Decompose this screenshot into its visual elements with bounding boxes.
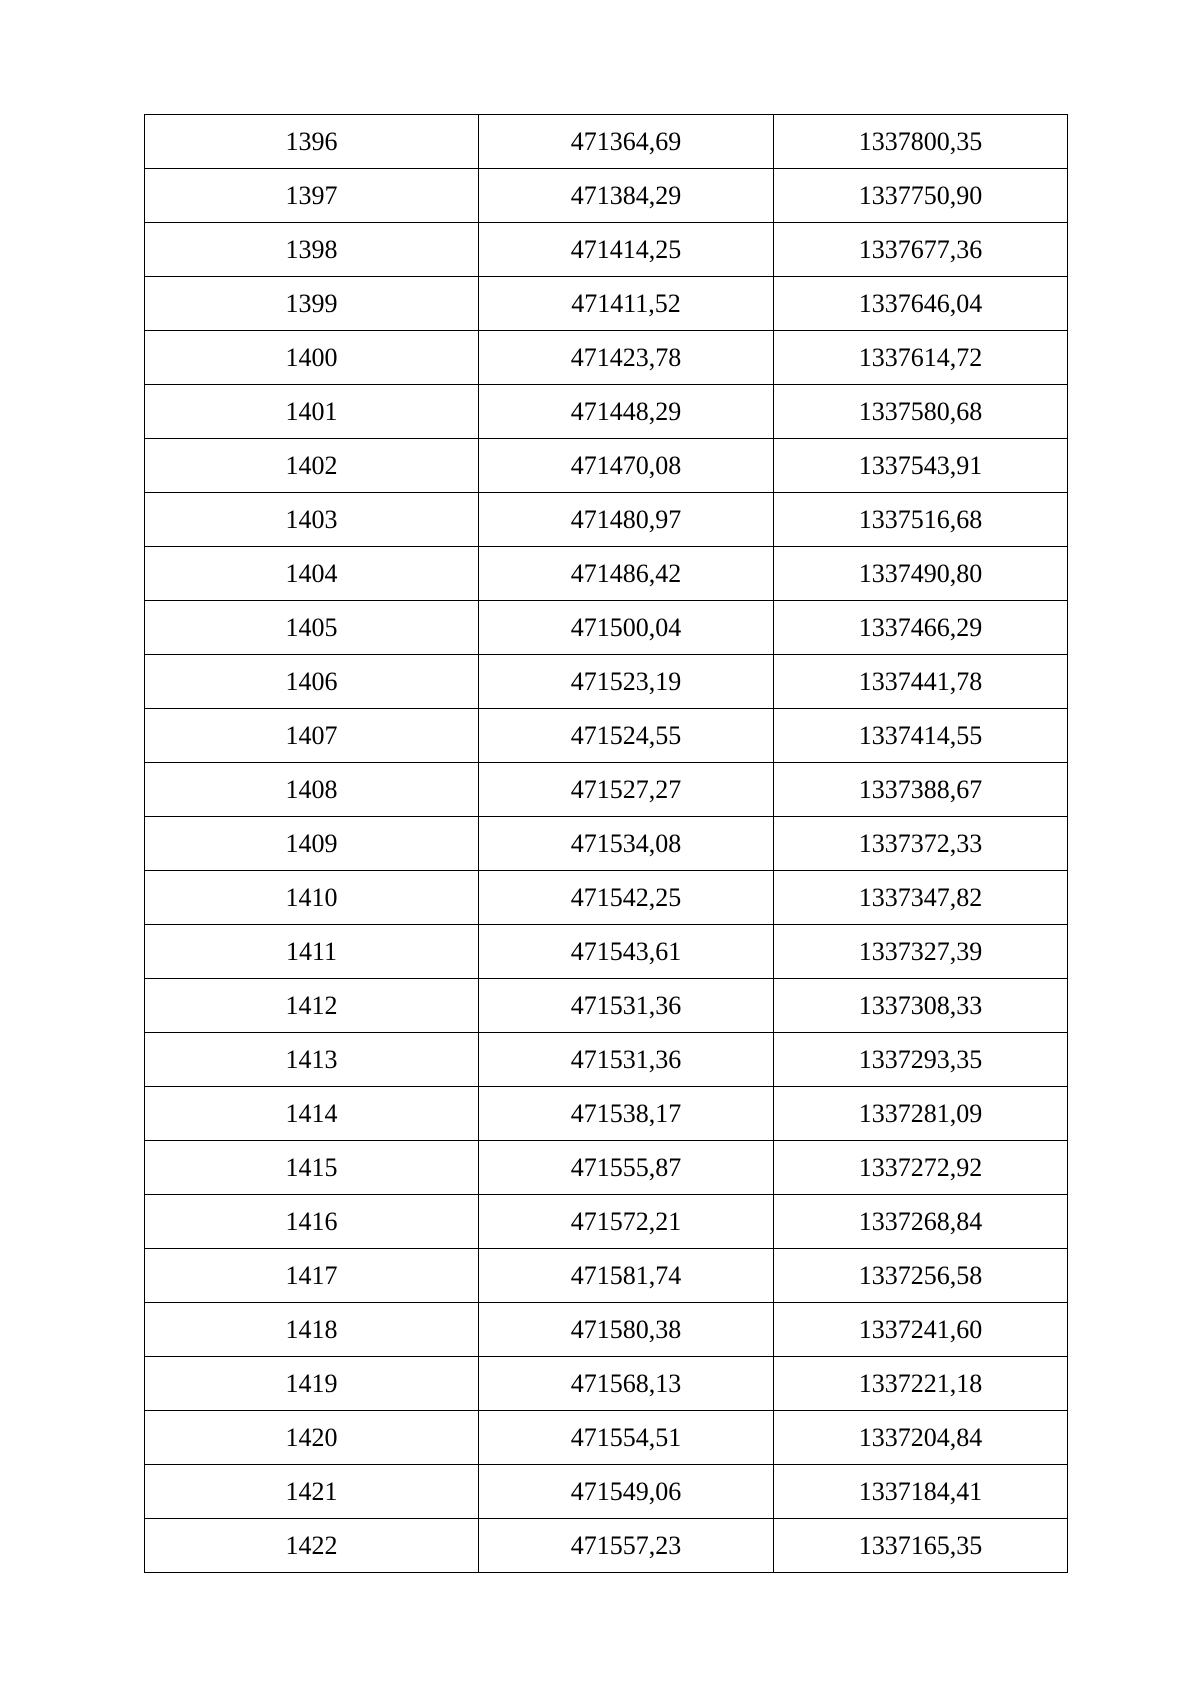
y-coordinate-cell: 1337308,33 [774,979,1068,1033]
y-coordinate-cell: 1337614,72 [774,331,1068,385]
table-row [145,979,1068,1033]
table-row [145,115,1068,169]
table-row [145,1195,1068,1249]
table-row [145,1033,1068,1087]
table-row [145,601,1068,655]
point-number-cell: 1412 [145,979,479,1033]
table-row [145,223,1068,277]
x-coordinate-cell: 471572,21 [479,1195,774,1249]
table-row [145,817,1068,871]
point-number-cell: 1404 [145,547,479,601]
point-number-cell: 1419 [145,1357,479,1411]
table-row [145,1087,1068,1141]
point-number-cell: 1405 [145,601,479,655]
x-coordinate-cell: 471423,78 [479,331,774,385]
table-row [145,1465,1068,1519]
table-row [145,1303,1068,1357]
y-coordinate-cell: 1337516,68 [774,493,1068,547]
y-coordinate-cell: 1337204,84 [774,1411,1068,1465]
x-coordinate-cell: 471554,51 [479,1411,774,1465]
y-coordinate-cell: 1337414,55 [774,709,1068,763]
x-coordinate-cell: 471568,13 [479,1357,774,1411]
point-number-cell: 1407 [145,709,479,763]
table-row [145,655,1068,709]
table-row [145,1249,1068,1303]
point-number-cell: 1397 [145,169,479,223]
table-row [145,277,1068,331]
x-coordinate-cell: 471384,29 [479,169,774,223]
x-coordinate-cell: 471480,97 [479,493,774,547]
point-number-cell: 1417 [145,1249,479,1303]
y-coordinate-cell: 1337165,35 [774,1519,1068,1573]
table-row [145,547,1068,601]
y-coordinate-cell: 1337441,78 [774,655,1068,709]
x-coordinate-cell: 471486,42 [479,547,774,601]
x-coordinate-cell: 471470,08 [479,439,774,493]
y-coordinate-cell: 1337750,90 [774,169,1068,223]
point-number-cell: 1415 [145,1141,479,1195]
x-coordinate-cell: 471531,36 [479,979,774,1033]
x-coordinate-cell: 471581,74 [479,1249,774,1303]
x-coordinate-cell: 471534,08 [479,817,774,871]
y-coordinate-cell: 1337580,68 [774,385,1068,439]
coordinates-table-body [145,115,1068,1573]
x-coordinate-cell: 471500,04 [479,601,774,655]
x-coordinate-cell: 471580,38 [479,1303,774,1357]
point-number-cell: 1422 [145,1519,479,1573]
table-row [145,439,1068,493]
point-number-cell: 1402 [145,439,479,493]
y-coordinate-cell: 1337490,80 [774,547,1068,601]
point-number-cell: 1396 [145,115,479,169]
table-row [145,1357,1068,1411]
point-number-cell: 1409 [145,817,479,871]
x-coordinate-cell: 471549,06 [479,1465,774,1519]
x-coordinate-cell: 471364,69 [479,115,774,169]
table-row [145,493,1068,547]
table-row [145,331,1068,385]
point-number-cell: 1416 [145,1195,479,1249]
x-coordinate-cell: 471527,27 [479,763,774,817]
y-coordinate-cell: 1337800,35 [774,115,1068,169]
table-row [145,1519,1068,1573]
x-coordinate-cell: 471543,61 [479,925,774,979]
y-coordinate-cell: 1337388,67 [774,763,1068,817]
x-coordinate-cell: 471557,23 [479,1519,774,1573]
point-number-cell: 1411 [145,925,479,979]
table-row [145,1411,1068,1465]
y-coordinate-cell: 1337293,35 [774,1033,1068,1087]
x-coordinate-cell: 471411,52 [479,277,774,331]
table-row [145,169,1068,223]
point-number-cell: 1403 [145,493,479,547]
point-number-cell: 1398 [145,223,479,277]
y-coordinate-cell: 1337268,84 [774,1195,1068,1249]
x-coordinate-cell: 471523,19 [479,655,774,709]
y-coordinate-cell: 1337241,60 [774,1303,1068,1357]
y-coordinate-cell: 1337327,39 [774,925,1068,979]
point-number-cell: 1418 [145,1303,479,1357]
point-number-cell: 1400 [145,331,479,385]
y-coordinate-cell: 1337272,92 [774,1141,1068,1195]
x-coordinate-cell: 471538,17 [479,1087,774,1141]
y-coordinate-cell: 1337256,58 [774,1249,1068,1303]
y-coordinate-cell: 1337372,33 [774,817,1068,871]
point-number-cell: 1406 [145,655,479,709]
table-row [145,709,1068,763]
x-coordinate-cell: 471531,36 [479,1033,774,1087]
point-number-cell: 1408 [145,763,479,817]
point-number-cell: 1414 [145,1087,479,1141]
x-coordinate-cell: 471448,29 [479,385,774,439]
point-number-cell: 1420 [145,1411,479,1465]
table-row [145,925,1068,979]
table-row [145,871,1068,925]
point-number-cell: 1410 [145,871,479,925]
table-row [145,385,1068,439]
x-coordinate-cell: 471524,55 [479,709,774,763]
x-coordinate-cell: 471542,25 [479,871,774,925]
coordinates-table [144,114,1068,1573]
table-row [145,763,1068,817]
table-row [145,1141,1068,1195]
y-coordinate-cell: 1337281,09 [774,1087,1068,1141]
point-number-cell: 1421 [145,1465,479,1519]
y-coordinate-cell: 1337677,36 [774,223,1068,277]
y-coordinate-cell: 1337646,04 [774,277,1068,331]
point-number-cell: 1399 [145,277,479,331]
x-coordinate-cell: 471555,87 [479,1141,774,1195]
point-number-cell: 1413 [145,1033,479,1087]
y-coordinate-cell: 1337221,18 [774,1357,1068,1411]
y-coordinate-cell: 1337543,91 [774,439,1068,493]
x-coordinate-cell: 471414,25 [479,223,774,277]
y-coordinate-cell: 1337184,41 [774,1465,1068,1519]
y-coordinate-cell: 1337466,29 [774,601,1068,655]
y-coordinate-cell: 1337347,82 [774,871,1068,925]
point-number-cell: 1401 [145,385,479,439]
